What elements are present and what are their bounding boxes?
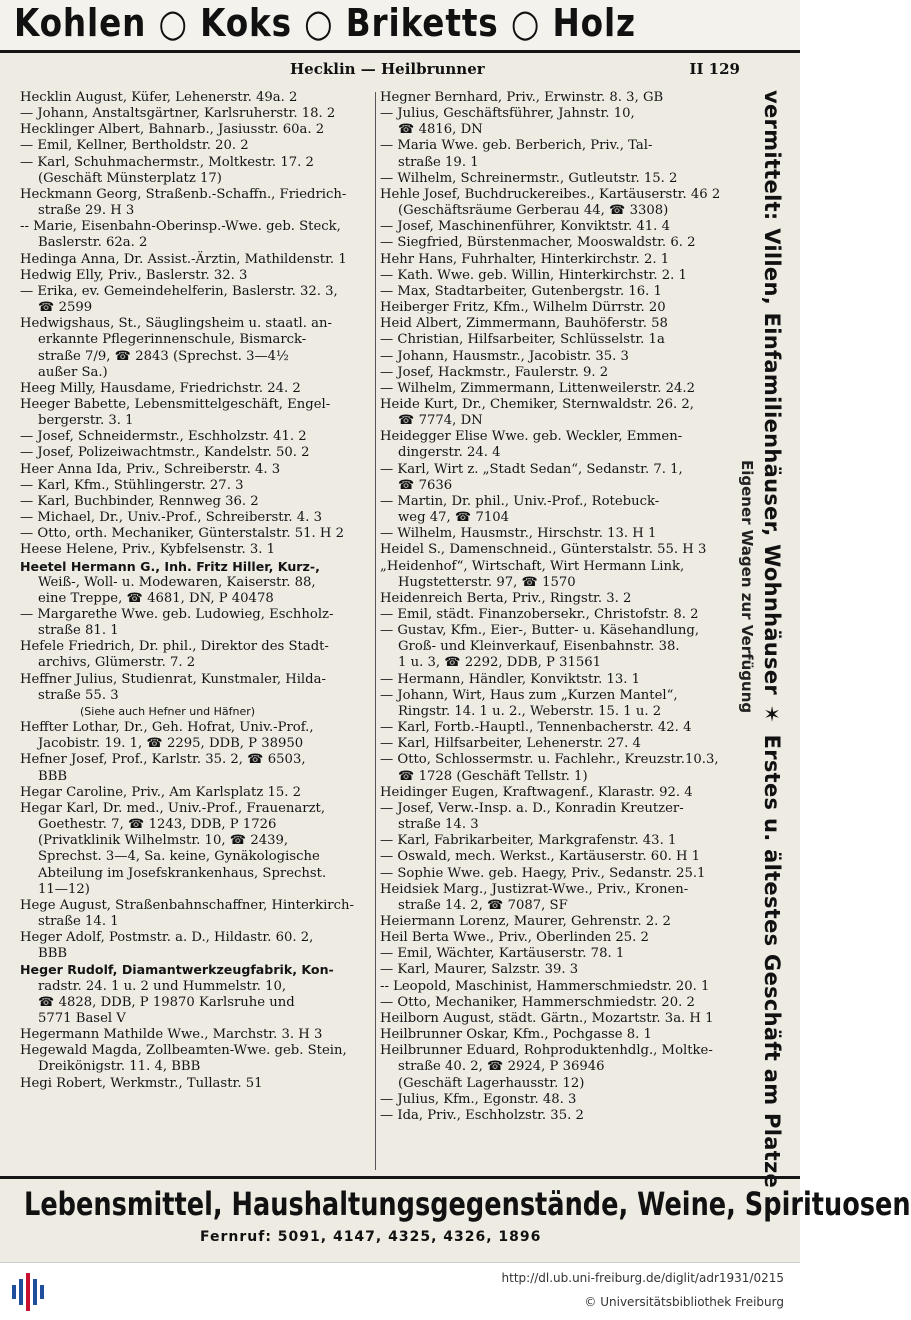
directory-entry-line: ☎ 4828, DDB, P 19870 Karlsruhe und — [38, 994, 295, 1010]
directory-entry-line: Heiberger Fritz, Kfm., Wilhelm Dürrstr. 20 — [380, 300, 666, 316]
directory-entry-line: — Karl, Maurer, Salzstr. 39. 3 — [380, 962, 579, 978]
directory-entry-line: — Hermann, Händler, Konviktstr. 13. 1 — [380, 671, 641, 687]
directory-entry-line: — Karl, Kfm., Stühlingerstr. 27. 3 — [20, 477, 244, 493]
directory-entry-line: Heeg Milly, Hausdame, Friedrichstr. 24. 2 — [20, 380, 301, 396]
directory-entry-line: — Josef, Verw.-Insp. a. D., Konradin Kreutzer- — [380, 800, 684, 816]
bottom-banner-goods: Lebensmittel, Haushaltungsgegenstände, Weine, Spirituosen — [24, 1185, 911, 1223]
directory-entry-line: — Josef, Polizeiwachtmstr., Kandelstr. 50. 2 — [20, 445, 310, 461]
bottom-advertisement-banner — [0, 1176, 911, 1259]
directory-entry-line: erkannte Pflegerinnenschule, Bismarck- — [38, 332, 307, 348]
directory-entry-line: Ringstr. 14. 1 u. 2., Weberstr. 15. 1 u. 2 — [398, 703, 662, 719]
directory-entry-line: — Siegfried, Bürstenmacher, Mooswaldstr. 6. 2 — [380, 235, 696, 251]
directory-entry-line: ☎ 1728 (Geschäft Tellstr. 1) — [398, 768, 588, 784]
copyright-notice: © Universitätsbibliothek Freiburg — [584, 1295, 784, 1309]
directory-entry-line: straße 14. 2, ☎ 7087, SF — [398, 897, 568, 913]
directory-entry-line: bergerstr. 3. 1 — [38, 413, 134, 429]
directory-entry-line: archivs, Glümerstr. 7. 2 — [38, 655, 196, 671]
directory-entry-line: Hedwig Elly, Priv., Baslerstr. 32. 3 — [20, 267, 248, 283]
directory-entry-line: — Karl, Hilfsarbeiter, Lehenerstr. 27. 4 — [380, 736, 641, 752]
directory-entry-line: Heer Anna Ida, Priv., Schreiberstr. 4. 3 — [20, 461, 281, 477]
directory-entry-line: „Heidenhof“, Wirtschaft, Wirt Hermann Link, — [380, 558, 685, 574]
column-divider — [375, 92, 376, 1170]
directory-entry-line: — Margarethe Wwe. geb. Ludowieg, Eschholz- — [20, 607, 334, 622]
directory-entry-line: Hefele Friedrich, Dr. phil., Direktor des Stadt- — [20, 639, 329, 655]
directory-entry-line: — Johann, Wirt, Haus zum „Kurzen Mantel“, — [380, 687, 678, 703]
directory-entry-line: Goethestr. 7, ☎ 1243, DDB, P 1726 — [38, 817, 277, 833]
directory-entry-line: ☎ 7774, DN — [398, 413, 483, 429]
directory-entry-line: Heger Rudolf, Diamantwerkzeugfabrik, Kon- — [20, 962, 334, 978]
directory-entry-line: 1 u. 3, ☎ 2292, DDB, P 31561 — [398, 655, 602, 671]
directory-entry-line: Heidenreich Berta, Priv., Ringstr. 3. 2 — [380, 590, 632, 606]
directory-entry-line: — Otto, Mechaniker, Hammerschmiedstr. 20. 2 — [380, 994, 695, 1010]
directory-entry-line: Hegermann Mathilde Wwe., Marchstr. 3. H 3 — [20, 1027, 323, 1043]
directory-entry-line: Heckmann Georg, Straßenb.-Schaffn., Friedrich- — [20, 186, 347, 202]
directory-entry-line: Jacobistr. 19. 1, ☎ 2295, DDB, P 38950 — [38, 736, 304, 752]
bottom-banner-phone: Fernruf: 5091, 4147, 4325, 4326, 1896 — [200, 1229, 542, 1245]
directory-entry-line: Groß- und Kleinverkauf, Eisenbahnstr. 38. — [398, 639, 680, 655]
directory-entry-line: BBB — [38, 768, 68, 784]
directory-entry-line: straße 40. 2, ☎ 2924, P 36946 — [398, 1059, 605, 1075]
running-head — [0, 60, 760, 82]
directory-entry-line: Heger Adolf, Postmstr. a. D., Hildastr. 60. 2, — [20, 930, 314, 946]
directory-entry-line: — Ida, Priv., Eschholzstr. 35. 2 — [380, 1107, 584, 1123]
directory-entry-line: — Julius, Geschäftsführer, Jahnstr. 10, — [380, 106, 635, 122]
directory-entry-line: — Maria Wwe. geb. Berberich, Priv., Tal- — [380, 138, 653, 154]
directory-entry-line: Hegar Karl, Dr. med., Univ.-Prof., Frauenarzt, — [20, 800, 326, 816]
directory-entry-line: Heffter Lothar, Dr., Geh. Hofrat, Univ.-Prof., — [20, 720, 314, 736]
directory-entry-line: — Johann, Anstaltsgärtner, Karlsruherstr. 18. 2 — [20, 106, 336, 122]
directory-entry-line: Heil Berta Wwe., Priv., Oberlinden 25. 2 — [380, 930, 649, 946]
directory-entry-line: — Josef, Hackmstr., Faulerstr. 9. 2 — [380, 364, 609, 380]
directory-entry-line: straße 81. 1 — [38, 623, 119, 639]
directory-entry-line: — Christian, Hilfsarbeiter, Schlüsselstr. 1a — [380, 332, 665, 348]
directory-entry-line: — Martin, Dr. phil., Univ.-Prof., Rotebuck- — [380, 493, 660, 509]
right-column — [380, 90, 735, 1124]
directory-entry-line: ☎ 7636 — [398, 477, 453, 493]
directory-entry-line: Abteilung im Josefskrankenhaus, Sprechst. — [38, 865, 327, 881]
directory-entry-line: — Otto, Schlossermstr. u. Fachlehr., Kreuzstr.10.3, — [380, 752, 719, 768]
directory-entry-line: — Emil, Wächter, Kartäuserstr. 78. 1 — [380, 946, 625, 962]
directory-entry-line: Heid Albert, Zimmermann, Bauhöferstr. 58 — [380, 316, 668, 332]
directory-entry-line: (Geschäft Lagerhausstr. 12) — [398, 1075, 585, 1091]
directory-entry-line: Heidsiek Marg., Justizrat-Wwe., Priv., Kronen- — [380, 881, 689, 897]
directory-entry-line: — Wilhelm, Schreinermstr., Gutleutstr. 15. 2 — [380, 170, 678, 186]
directory-entry-line: straße 7/9, ☎ 2843 (Sprechst. 3—4½ — [38, 348, 289, 364]
directory-entry-line: (Privatklinik Wilhelmstr. 10, ☎ 2439, — [38, 833, 289, 849]
directory-entry-line: Baslerstr. 62a. 2 — [38, 235, 148, 251]
directory-entry-line: Hegewald Magda, Zollbeamten-Wwe. geb. Stein, — [20, 1043, 347, 1059]
directory-entry-line: straße 29. H 3 — [38, 203, 135, 219]
left-column — [20, 90, 372, 1092]
top-advertisement-banner — [0, 0, 800, 53]
directory-entry-line: — Otto, orth. Mechaniker, Günterstalstr. 51. H 2 — [20, 526, 344, 542]
directory-entry-line: Heilbrunner Eduard, Rohproduktenhdlg., Moltke- — [380, 1043, 713, 1059]
directory-entry-line: dingerstr. 24. 4 — [398, 445, 501, 461]
directory-entry-line: straße 19. 1 — [398, 154, 479, 170]
directory-entry-line: — Gustav, Kfm., Eier-, Butter- u. Käsehandlung, — [380, 623, 700, 639]
directory-entry-line: (Geschäftsräume Gerberau 44, ☎ 3308) — [398, 203, 669, 219]
directory-entry-line: Hehr Hans, Fuhrhalter, Hinterkirchstr. 2. 1 — [380, 251, 670, 267]
directory-entry-line: Hegi Robert, Werkmstr., Tullastr. 51 — [20, 1075, 263, 1091]
directory-entry-line: außer Sa.) — [38, 364, 108, 380]
directory-entry-line: eine Treppe, ☎ 4681, DN, P 40478 — [38, 590, 274, 606]
directory-entry-line: Hegar Caroline, Priv., Am Karlsplatz 15. 2 — [20, 784, 302, 800]
directory-entry-line: Heide Kurt, Dr., Chemiker, Sternwaldstr. 26. 2, — [380, 396, 694, 412]
directory-entry-line: Heidel S., Damenschneid., Günterstalstr. 55. H 3 — [380, 542, 707, 558]
directory-entry-line: — Oswald, mech. Werkst., Kartäuserstr. 60. H 1 — [380, 849, 701, 865]
directory-entry-line: Hedinga Anna, Dr. Assist.-Ärztin, Mathildenstr. 1 — [20, 251, 347, 267]
directory-entry-line: — Erika, ev. Gemeindehelferin, Baslerstr. 32. 3, — [20, 283, 338, 299]
directory-entry-line: Hefner Josef, Prof., Karlstr. 35. 2, ☎ 6503, — [20, 752, 306, 768]
directory-entry-line: straße 14. 1 — [38, 913, 119, 929]
directory-entry-line: Hugstetterstr. 97, ☎ 1570 — [398, 574, 576, 590]
directory-entry-line: Heiermann Lorenz, Maurer, Gehrenstr. 2. 2 — [380, 913, 671, 929]
directory-entry-line: — Wilhelm, Zimmermann, Littenweilerstr. 24.2 — [380, 380, 695, 396]
directory-entry-line: 11—12) — [38, 881, 90, 897]
directory-entry-line: Heilbrunner Oskar, Kfm., Pochgasse 8. 1 — [380, 1027, 652, 1043]
directory-entry-line: — Sophie Wwe. geb. Haegy, Priv., Sedanstr. 25.1 — [380, 865, 706, 881]
directory-entry-line: 5771 Basel V — [38, 1010, 126, 1026]
directory-entry-line: (Siehe auch Hefner und Häfner) — [80, 704, 256, 718]
document-url-link[interactable]: http://dl.ub.uni-freiburg.de/diglit/adr1931/0215 — [501, 1271, 784, 1285]
directory-entry-line: -- Marie, Eisenbahn-Oberinsp.-Wwe. geb. Steck, — [20, 219, 341, 235]
ub-freiburg-logo-icon — [10, 1271, 44, 1313]
directory-entry-line: (Geschäft Münsterplatz 17) — [38, 170, 222, 186]
viewer-footer — [0, 1262, 800, 1320]
directory-entry-line: Sprechst. 3—4, Sa. keine, Gynäkologische — [38, 849, 320, 865]
directory-entry-line: — Emil, Kellner, Bertholdstr. 20. 2 — [20, 138, 249, 154]
directory-entry-line: Heetel Hermann G., Inh. Fritz Hiller, Kurz-, — [20, 558, 320, 574]
directory-entry-line: straße 14. 3 — [398, 817, 479, 833]
directory-entry-line: — Karl, Fabrikarbeiter, Markgrafenstr. 43. 1 — [380, 833, 677, 849]
directory-entry-line: Heilborn August, städt. Gärtn., Mozartstr. 3a. H 1 — [380, 1010, 714, 1026]
directory-entry-line: — Wilhelm, Hausmstr., Hirschstr. 13. H 1 — [380, 526, 657, 542]
directory-entry-line: Hecklinger Albert, Bahnarb., Jasiusstr. 60a. 2 — [20, 122, 325, 138]
directory-entry-line: — Emil, städt. Finanzobersekr., Christofstr. 8. 2 — [380, 607, 699, 622]
directory-entry-line: -- Leopold, Maschinist, Hammerschmiedstr. 20. 1 — [380, 978, 710, 994]
directory-entry-line: — Karl, Wirt z. „Stadt Sedan“, Sedanstr. 7. 1, — [380, 461, 683, 477]
directory-entry-line: radstr. 24. 1 u. 2 und Hummelstr. 10, — [38, 978, 287, 994]
directory-entry-line: BBB — [38, 946, 68, 962]
directory-entry-line: straße 55. 3 — [38, 687, 119, 703]
side-advertisement — [738, 90, 798, 1189]
directory-entry-line: weg 47, ☎ 7104 — [398, 510, 510, 526]
directory-entry-line: Heidegger Elise Wwe. geb. Weckler, Emmen- — [380, 429, 683, 445]
directory-entry-line: — Karl, Buchbinder, Rennweg 36. 2 — [20, 493, 259, 509]
directory-entry-line: Heeger Babette, Lebensmittelgeschäft, Engel- — [20, 396, 331, 412]
directory-entry-line: Hecklin August, Küfer, Lehenerstr. 49a. 2 — [20, 90, 298, 105]
page-number: II 129 — [689, 60, 740, 78]
directory-entry-line: — Kath. Wwe. geb. Willin, Hinterkirchstr. 2. 1 — [380, 267, 687, 283]
side-ad-sub-text: Eigener Wagen zur Verfügung — [738, 460, 756, 714]
side-ad-main-text: vermittelt: Villen, Einfamilienhäuser, Wohnhäuser ✶ Erstes u. ältestes Geschäft am Platze — [760, 90, 784, 1189]
directory-entry-line: Hegner Bernhard, Priv., Erwinstr. 8. 3, GB — [380, 90, 664, 105]
directory-entry-line: Heidinger Eugen, Kraftwagenf., Klarastr. 92. 4 — [380, 784, 693, 800]
directory-entry-line: — Johann, Hausmstr., Jacobistr. 35. 3 — [380, 348, 629, 364]
directory-entry-line: — Michael, Dr., Univ.-Prof., Schreiberstr. 4. 3 — [20, 510, 322, 526]
top-banner-text: Kohlen ○ Koks ○ Briketts ○ Holz — [14, 1, 636, 45]
directory-entry-line: Dreikönigstr. 11. 4, BBB — [38, 1059, 201, 1075]
directory-entry-line: Hedwigshaus, St., Säuglingsheim u. staatl. an- — [20, 316, 332, 332]
directory-entry-line: — Karl, Fortb.-Hauptl., Tennenbacherstr. 42. 4 — [380, 720, 692, 736]
directory-entry-line: — Max, Stadtarbeiter, Gutenbergstr. 16. 1 — [380, 283, 662, 299]
running-head-title: Hecklin — Heilbrunner — [290, 60, 485, 78]
directory-entry-line: — Josef, Maschinenführer, Konviktstr. 41. 4 — [380, 219, 670, 235]
directory-entry-line: — Karl, Schuhmachermstr., Moltkestr. 17. 2 — [20, 154, 314, 170]
directory-entry-line: — Julius, Kfm., Egonstr. 48. 3 — [380, 1091, 577, 1107]
directory-entry-line: ☎ 4816, DN — [398, 122, 483, 138]
directory-entry-line: Hege August, Straßenbahnschaffner, Hinterkirch- — [20, 897, 354, 913]
directory-entry-line: Heese Helene, Priv., Kybfelsenstr. 3. 1 — [20, 542, 276, 558]
directory-entry-line: — Josef, Schneidermstr., Eschholzstr. 41. 2 — [20, 429, 307, 445]
directory-entry-line: Weiß-, Woll- u. Modewaren, Kaiserstr. 88, — [38, 574, 316, 590]
directory-entry-line: Heffner Julius, Studienrat, Kunstmaler, Hilda- — [20, 671, 326, 687]
directory-entry-line: Hehle Josef, Buchdruckereibes., Kartäuserstr. 46 2 — [380, 186, 721, 202]
directory-entry-line: ☎ 2599 — [38, 300, 93, 316]
